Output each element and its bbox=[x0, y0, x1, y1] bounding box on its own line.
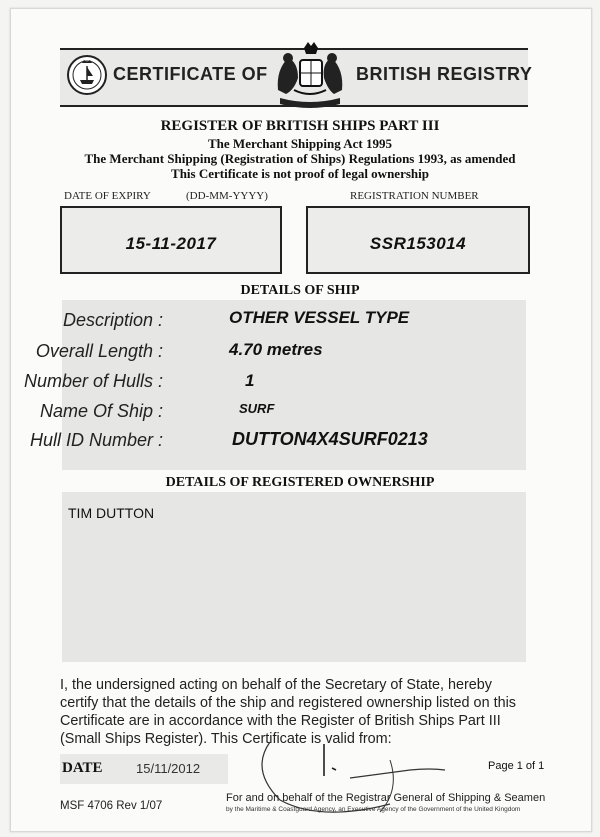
act-title: The Merchant Shipping Act 1995 bbox=[208, 136, 392, 151]
ownership-section-title: DETAILS OF REGISTERED OWNERSHIP bbox=[165, 475, 435, 490]
banner-title-right: BRITISH REGISTRY bbox=[356, 64, 533, 84]
page-count: Page 1 of 1 bbox=[488, 760, 545, 772]
ownership-disclaimer: This Certificate is not proof of legal ownership bbox=[171, 166, 429, 181]
ship-name-value: SURF bbox=[239, 401, 275, 416]
number-of-hulls-value: 1 bbox=[245, 371, 255, 390]
description-value: OTHER VESSEL TYPE bbox=[229, 308, 410, 327]
expiry-box bbox=[60, 206, 282, 274]
issue-date-label: DATE bbox=[62, 760, 103, 776]
registration-value: SSR153014 bbox=[369, 234, 467, 253]
registry-seal-icon bbox=[66, 54, 108, 96]
overall-length-value: 4.70 metres bbox=[229, 340, 323, 359]
issue-date-value: 15/11/2012 bbox=[136, 761, 201, 776]
register-title: REGISTER OF BRITISH SHIPS PART III bbox=[160, 118, 440, 134]
ship-section-title: DETAILS OF SHIP bbox=[240, 283, 360, 298]
agency-line: by the Maritime & Coastguard Agency, an Executive Agency of the Government of the United Kingdom bbox=[226, 806, 521, 813]
registration-box bbox=[306, 206, 530, 274]
registration-label: REGISTRATION NUMBER bbox=[350, 190, 479, 202]
overall-length-label: Overall Length : bbox=[35, 341, 163, 361]
description-label: Description : bbox=[62, 310, 163, 330]
ship-name-label: Name Of Ship : bbox=[39, 401, 163, 421]
expiry-label: DATE OF EXPIRY bbox=[64, 190, 151, 202]
expiry-value: 15-11-2017 bbox=[125, 234, 217, 253]
owner-name: TIM DUTTON bbox=[68, 505, 155, 521]
hull-id-value: DUTTON4X4SURF0213 bbox=[232, 429, 428, 449]
hull-id-label: Hull ID Number : bbox=[29, 430, 163, 450]
issuer-line: For and on behalf of the Registrar General of Shipping & Seamen bbox=[226, 792, 546, 804]
ship-details-panel bbox=[23, 300, 526, 470]
certification-statement: I, the undersigned acting on behalf of the Secretary of State, hereby certify that the details of the ship and registered ownership listed on this Certificate are in accordance with the Register of British Ships Part III (Small Ships Register). This Certificate is valid from: bbox=[60, 677, 516, 747]
regulations-title: The Merchant Shipping (Registration of Ships) Regulations 1993, as amended bbox=[84, 151, 516, 166]
number-of-hulls-label: Number of Hulls : bbox=[23, 371, 163, 391]
royal-coat-of-arms-icon bbox=[268, 40, 352, 112]
form-id: MSF 4706 Rev 1/07 bbox=[60, 800, 163, 812]
banner-title-left: CERTIFICATE OF bbox=[113, 64, 268, 84]
expiry-format: (DD-MM-YYYY) bbox=[186, 190, 268, 202]
